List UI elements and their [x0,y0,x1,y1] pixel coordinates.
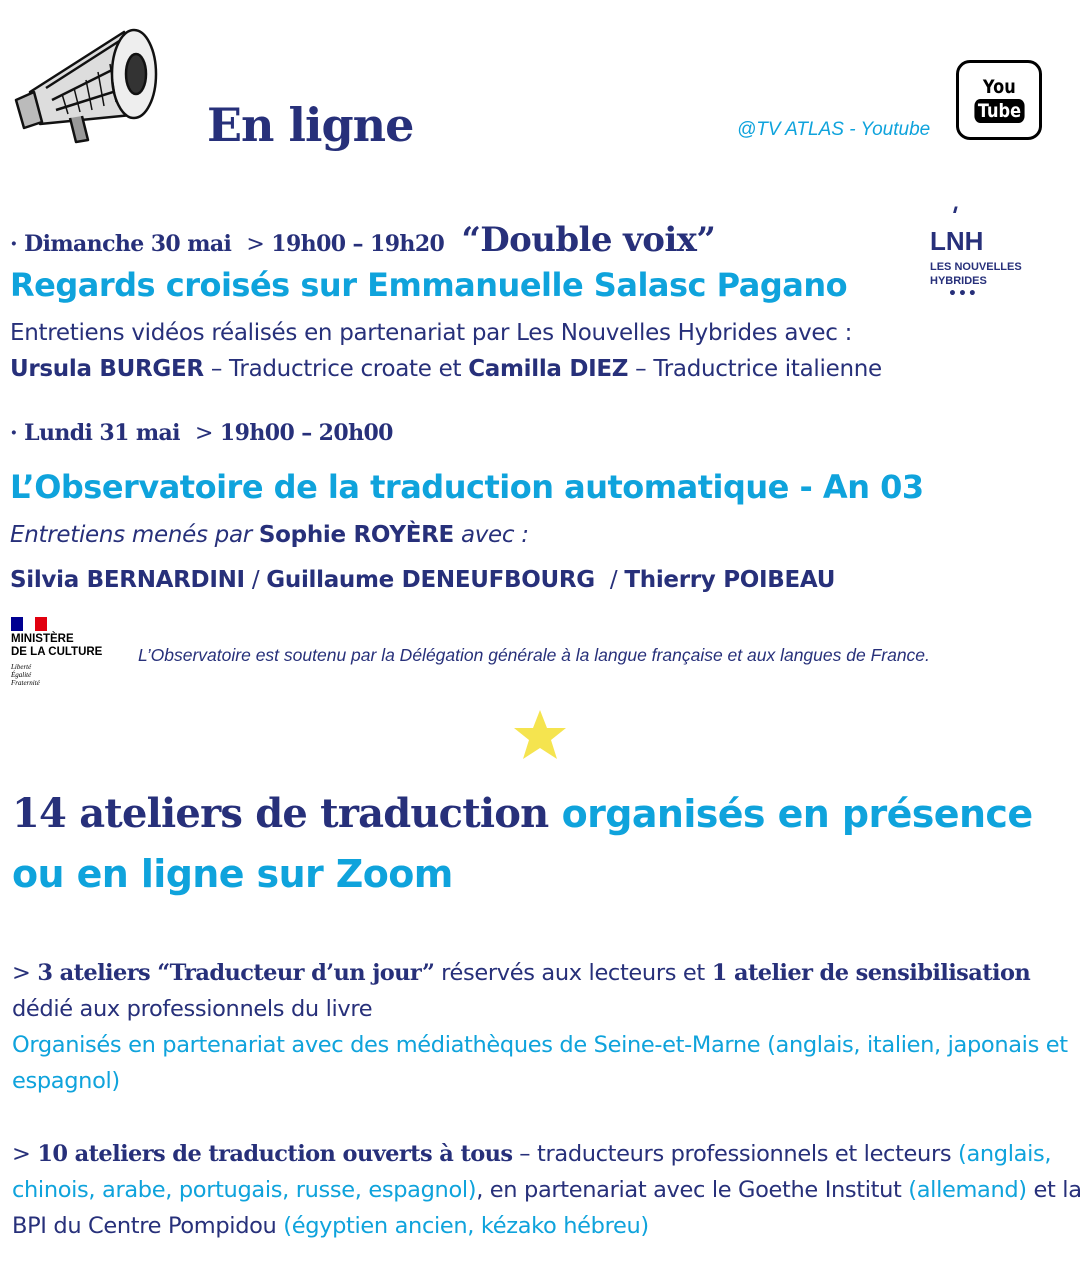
event2-headline: L’Observatoire de la traduction automatique - An 03 [10,468,924,506]
event2-date: · Lundi 31 mai [10,420,180,446]
event2-led-by [10,522,529,548]
p1-arrow: > [12,960,38,986]
p1-partners: Organisés en partenariat avec des médiathèques de Seine-et-Marne (anglais, italien, japonais et espagnol) [12,1032,1068,1094]
ateliers-paragraph-2 [12,1136,1082,1244]
lnh-logo-name: LES NOUVELLES HYBRIDES [930,261,1022,287]
page-title: En ligne [207,98,414,152]
ateliers-title-part1: 14 ateliers de traduction [12,790,562,837]
p1-strong-1: 3 ateliers “Traducteur d’un jour” [37,960,435,986]
event1-guest1-name: Ursula BURGER [10,356,204,382]
ministere-culture-logo [11,617,121,693]
event1-time: 19h00 – 19h20 [271,231,445,257]
lnh-logo [928,202,1028,302]
event2-dateline [10,420,393,446]
ateliers-paragraph-1 [12,955,1082,1099]
event2-guest1: Silvia BERNARDINI [10,567,245,593]
p2-text-3: et la BPI du Centre Pompidou [12,1177,1082,1239]
event1-guest2-role: – Traductrice italienne [628,356,882,382]
event2-led-by-suffix: avec : [453,522,529,548]
youtube-logo-icon[interactable] [956,60,1042,140]
event1-date: · Dimanche 30 mai [10,231,232,257]
event2-separator: > [195,421,213,446]
youtube-channel-link[interactable]: @TV ATLAS - Youtube [737,119,931,140]
ateliers-title [12,784,1082,904]
lnh-logo-mark: ' [946,202,962,230]
p1-strong-2: 1 atelier de sensibilisation [711,960,1031,986]
p1-text-1: réservés aux lecteurs et [434,960,712,986]
event2-led-by-name: Sophie ROYÈRE [258,522,454,548]
event2-time: 19h00 – 20h00 [219,420,393,446]
event2-guest2: Guillaume DENEUFBOURG [266,567,595,593]
ministere-motto: Liberté Égalité Fraternité [11,663,40,687]
lnh-logo-dots: ••• [948,286,978,302]
event2-led-by-prefix: Entretiens menés par [10,522,259,548]
p2-text-2: , en partenariat avec le Goethe Institut [476,1177,909,1203]
p2-languages-2: (allemand) [908,1177,1027,1203]
event1-separator: > [246,232,265,257]
p1-text-2: dédié aux professionnels du livre [12,996,373,1022]
event1-guest2-name: Camilla DIEZ [468,356,629,382]
p2-languages-3: (égyptien ancien, kézako hébreu) [283,1213,649,1239]
p2-text-1: – traducteurs professionnels et lecteurs [512,1141,959,1167]
p2-languages-1: (anglais, chinois, arabe, portugais, russe, espagnol) [12,1141,1052,1203]
megaphone-icon [12,22,164,146]
event1-dateline [10,220,715,260]
event2-slash1: / [244,567,267,593]
lnh-logo-abbr: LNH [930,226,984,256]
support-note: L’Observatoire est soutenu par la Délégation générale à la langue française et aux langues de France. [138,645,930,665]
event1-guest1-role: – Traductrice croate et [203,356,469,382]
p2-arrow: > [12,1141,38,1167]
event2-slash2: / [602,567,625,593]
event1-quote: “Double voix” [461,220,716,260]
event1-intro: Entretiens vidéos réalisés en partenariat par Les Nouvelles Hybrides avec : [10,320,853,346]
event2-guests [10,567,835,593]
p2-strong: 10 ateliers de traduction ouverts à tous [37,1141,513,1167]
event1-headline: Regards croisés sur Emmanuelle Salasc Pagano [10,266,848,304]
youtube-logo-you: You [982,76,1016,98]
event1-guests [10,356,882,382]
star-icon [510,706,570,766]
french-flag-icon [11,617,47,631]
ministere-name: MINISTÈRE DE LA CULTURE [11,633,103,658]
ateliers-title-part2: organisés en présence ou en ligne sur Zoom [12,792,1033,896]
youtube-logo-tube: Tube [974,99,1024,123]
event2-guest3: Thierry POIBEAU [624,567,836,593]
